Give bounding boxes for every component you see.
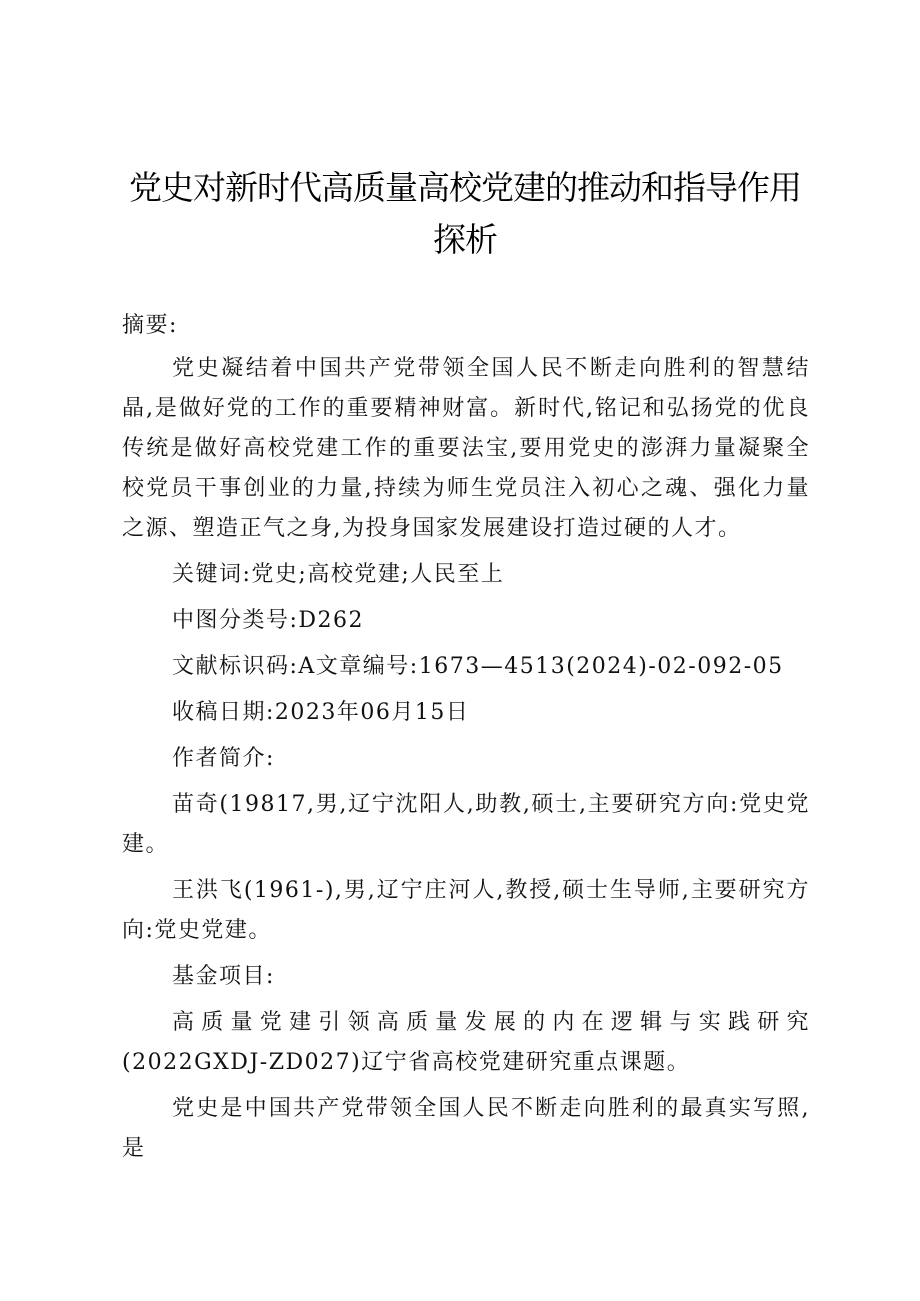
classification-number: 中图分类号:D262 bbox=[172, 608, 365, 633]
keywords: 关键词:党史;高校党建;人民至上 bbox=[172, 562, 505, 587]
body-paragraph: 党史是中国共产党带领全国人民不断走向胜利的最真实写照,是 bbox=[122, 1096, 810, 1161]
author-bio-1: 苗奇(19817,男,辽宁沈阳人,助教,硕士,主要研究方向:党史党建。 bbox=[122, 792, 810, 857]
fund-text: 高质量党建引领高质量发展的内在逻辑与实践研究(2022GXDJ-ZD027)辽宁省高校党建研究重点课题。 bbox=[122, 1010, 810, 1075]
fund-label: 基金项目: bbox=[172, 964, 275, 989]
author-bio-2: 王洪飞(1961-),男,辽宁庄河人,教授,硕士生导师,主要研究方向:党史党建。 bbox=[122, 878, 810, 943]
abstract-text: 党史凝结着中国共产党带领全国人民不断走向胜利的智慧结晶,是做好党的工作的重要精神财富。新时代,铭记和弘扬党的优良传统是做好高校党建工作的重要法宝,要用党史的澎湃力量凝聚全校党员干事创业的力量,持续为师生党员注入初心之魂、强化力量之源、塑造正气之身,为投身国家发展建设打造过硬的人才。 bbox=[122, 356, 810, 541]
author-label: 作者简介: bbox=[172, 746, 275, 771]
document-title: 党史对新时代高质量高校党建的推动和指导作用探析 bbox=[129, 168, 801, 259]
document-code: 文献标识码:A文章编号:1673—4513(2024)-02-092-05 bbox=[172, 654, 784, 679]
abstract-label: 摘要: bbox=[122, 313, 178, 338]
received-date: 收稿日期:2023年06月15日 bbox=[172, 700, 470, 725]
document-body bbox=[122, 306, 810, 1169]
